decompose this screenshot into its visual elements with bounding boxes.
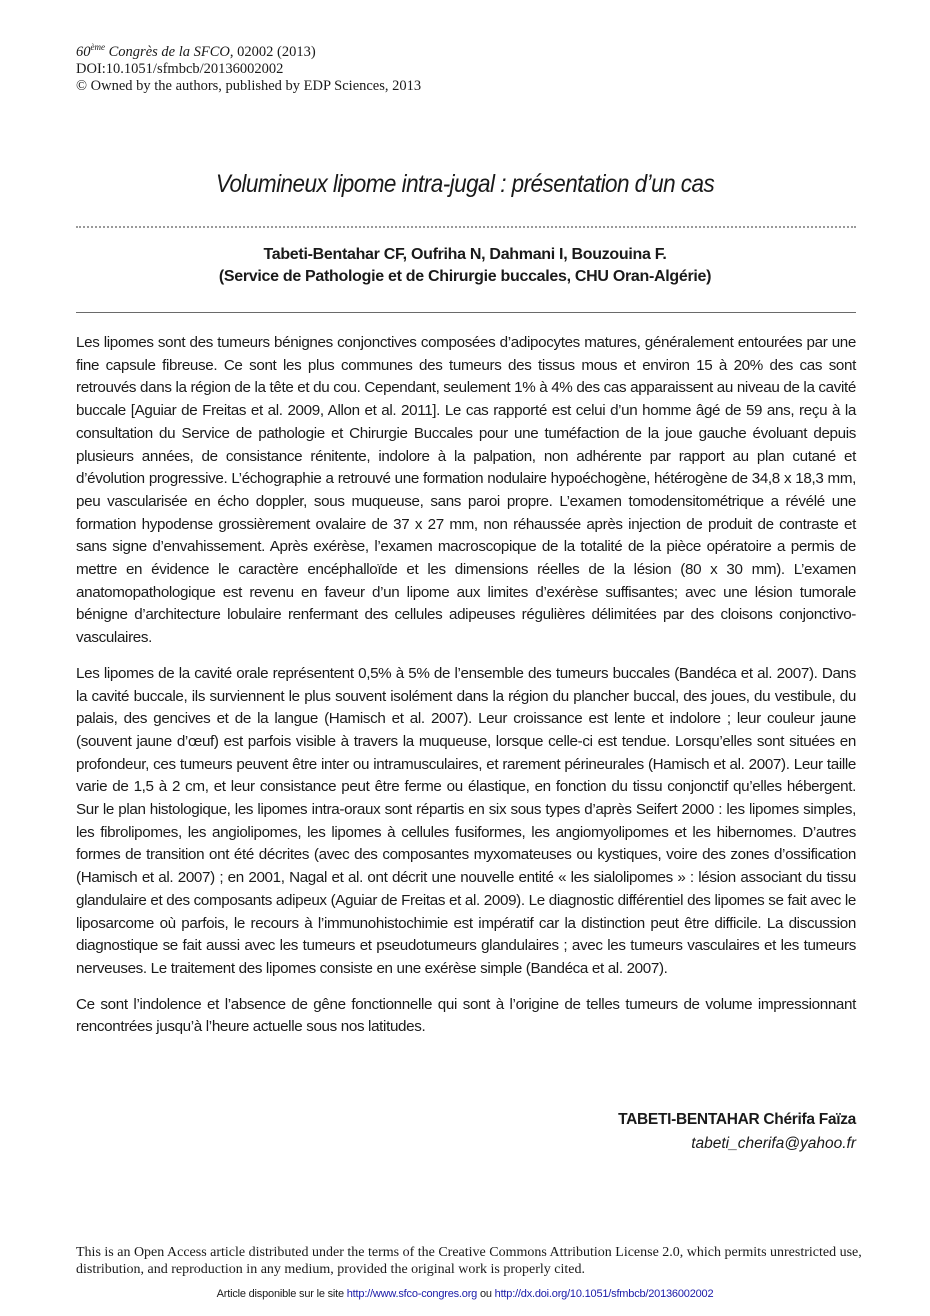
author-block: [0, 244, 930, 288]
abstract-body: [76, 332, 856, 1052]
affiliation: (Service de Pathologie et de Chirurgie buccales, CHU Oran-Algérie): [218, 268, 712, 285]
article-ref: , 02002 (2013): [229, 44, 316, 60]
paragraph-3: Ce sont l’indolence et l’absence de gêne fonctionnelle qui sont à l’origine de telles tumeurs de volume impressionnant rencontrées jusqu’à l’heure actuelle sous nos latitudes.: [76, 995, 856, 1036]
doi-link[interactable]: http://dx.doi.org/10.1051/sfmbcb/20136002002: [494, 1288, 714, 1300]
signature-email[interactable]: tabeti_cherifa@yahoo.fr: [691, 1135, 856, 1152]
availability-prefix: Article disponible sur le site: [216, 1288, 347, 1300]
copyright-line: © Owned by the authors, published by EDP Sciences, 2013: [76, 78, 422, 94]
edition-number: 60: [76, 44, 91, 60]
author-list: Tabeti-Bentahar CF, Oufriha N, Dahmani I, Bouzouina F.: [263, 246, 667, 263]
availability-line: [0, 1288, 930, 1300]
signature-name: TABETI-BENTAHAR Chérifa Faïza: [618, 1111, 856, 1128]
page-header: [76, 44, 421, 95]
doi-line: DOI:10.1051/sfmbcb/20136002002: [76, 61, 284, 77]
congress-name: Congrès de la SFCO: [108, 44, 230, 60]
dotted-separator: [76, 226, 856, 228]
edition-superscript: ème: [90, 42, 105, 52]
license-notice: This is an Open Access article distributed under the terms of the Creative Commons Attribution License 2.0, which permits unrestricted use, distribution, and reproduction in any medium, provided the original work is properly cited.: [76, 1245, 862, 1277]
congress-line: [76, 44, 421, 61]
paragraph-2: Les lipomes de la cavité orale représentent 0,5% à 5% de l’ensemble des tumeurs buccales (Bandéca et al. 2007). Dans la cavité buccale, ils surviennent le plus souvent isolément dans la région du plancher buccal, des joues, du vestibule, du palais, des gencives et de la langue (Hamisch et al. 2007). Leur croissance est lente et indolore ; leur couleur jaune (souvent jaune d’œuf) est parfois visible à travers la muqueuse, lorsque celle-ci est tendue. Lorsqu’elles sont situées en profondeur, ces tumeurs peuvent être inter ou intramusculaires, et rarement périneurales (Hamisch et al. 2007). Leur taille varie de 1,5 à 2 cm, et leur consistance peut être ferme ou élastique, en fonction du tissu conjonctif qu’elles hébergent. Sur le plan histologique, les lipomes intra-oraux sont répartis en six sous types d’après Seifert 2000 : les lipomes simples, les fibrolipomes, les angiolipomes, les lipomes à cellules fusiformes, les angiomyolipomes et les hibernomes. D’autres formes de transition ont été décrites (avec des composantes myxomateuses ou kystiques, voire des zones d’ossification (Hamisch et al. 2007) ; en 2001, Nagal et al. ont décrit une nouvelle entité « les sialolipomes » : lésion associant du tissu glandulaire et des composants adipeux (Aguiar de Freitas et al. 2009). Le diagnostic différentiel des lipomes se fait avec le liposarcome où parfois, le recours à l’immunohistochimie est impératif car la distinction peut être difficile. La discussion diagnostique se fait aussi avec les tumeurs et pseudotumeurs glandulaires ; avec les tumeurs vasculaires et les tumeurs nerveuses. Le traitement des lipomes consiste en une exérèse simple (Bandéca et al. 2007).: [76, 664, 856, 977]
site-link[interactable]: http://www.sfco-congres.org: [346, 1288, 478, 1300]
signature-block: [618, 1108, 856, 1156]
paper-title: Volumineux lipome intra-jugal : présentation d’un cas: [215, 170, 715, 198]
horizontal-rule: [76, 312, 856, 313]
paragraph-1: Les lipomes sont des tumeurs bénignes conjonctives composées d’adipocytes matures, généralement entourées par une fine capsule fibreuse. Ce sont les plus communes des tumeurs des tissus mous et environ 15 à 20% des cas sont retrouvés dans la région de la tête et du cou. Cependant, seulement 1% à 4% des cas apparaissent au niveau de la cavité buccale [Aguiar de Freitas et al. 2009, Allon et al. 2011]. Le cas rapporté est celui d’un homme âgé de 59 ans, reçu à la consultation du Service de pathologie et Chirurgie Buccales pour une tuméfaction de la joue gauche évoluant depuis plusieurs années, de consistance rénitente, indolore à la palpation, non adhérente par rapport au plan cutané et d’évolution progressive. L’échographie a retrouvé une formation nodulaire hypoéchogène, hétérogène de 34,8 x 18,3 mm, peu vascularisée en écho doppler, sous muqueuse, sans paroi propre. L’examen tomodensitométrique a révélé une formation hypodense grossièrement ovalaire de 37 x 27 mm, non réhaussée après injection de produit de contraste et sans signe d’envahissement. Après exérèse, l’examen macroscopique de la totalité de la pièce opératoire a permis de mettre en évidence le caractère encéphalloïde et les dimensions réelles de la lésion (80 x 30 mm). L’examen anatomopathologique est revenu en faveur d’un lipome aux limites d’exérèse suffisantes; avec une lésion tumorale bénigne d’architecture lobulaire renfermant des cellules adipeuses régulières délimitées par des cloisons conjonctivo-vasculaires.: [76, 334, 856, 647]
availability-middle: ou: [477, 1288, 495, 1300]
